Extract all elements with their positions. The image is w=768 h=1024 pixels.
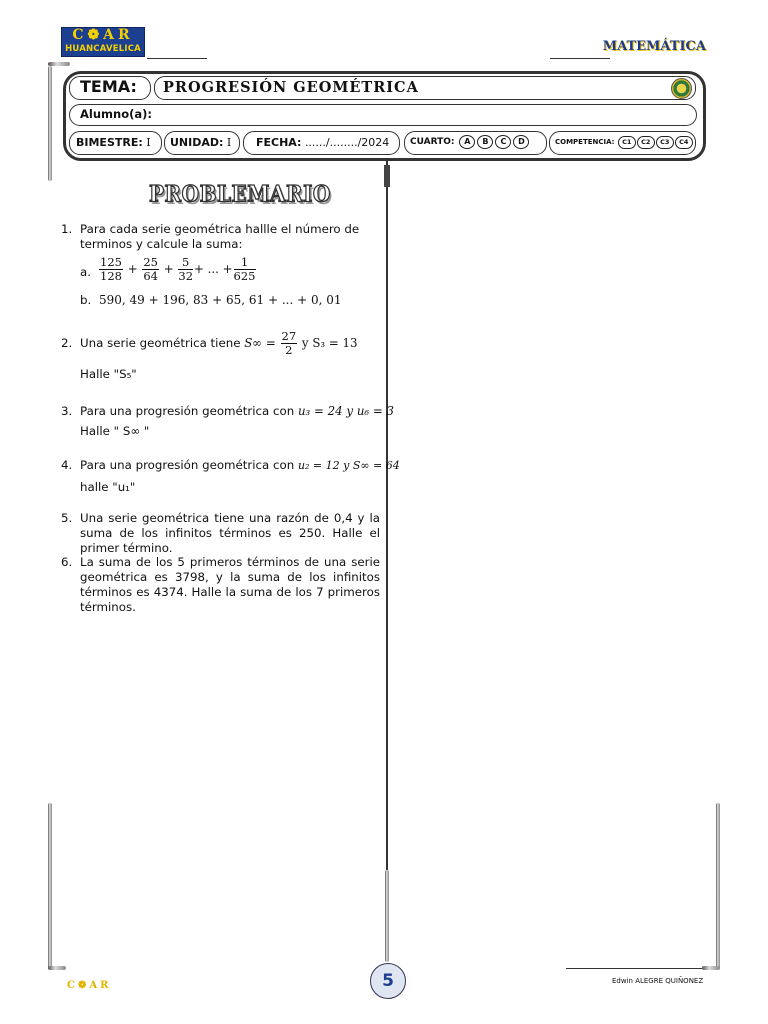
frac-27-2: $\frac{27}{2}$ [281, 329, 297, 357]
series-dots: + ... + [194, 262, 233, 276]
problem-4-number: 4. [61, 458, 73, 472]
bimestre-label: BIMESTRE: [76, 136, 143, 149]
left-pipe-corner [48, 62, 70, 66]
problemario-title: PROBLEMARIO [149, 180, 331, 208]
alumno-field[interactable] [69, 104, 697, 126]
bottom-rule [566, 968, 702, 969]
cuarto-field [404, 131, 547, 155]
problem-1b [61, 293, 381, 309]
problem-3 [61, 404, 395, 438]
problem-2-statement: Una serie geométrica tiene S∞ = $\frac{27}{2}$ y S₃ = 13 [80, 329, 358, 357]
left-pipe-bottom [48, 803, 52, 968]
problem-4 [61, 458, 400, 494]
tema-value: PROGRESIÓN GEOMÉTRICA [154, 76, 696, 100]
competencia-option-c3[interactable]: C3 [656, 136, 674, 149]
problem-2-rest: y S₃ = 13 [301, 336, 358, 350]
problem-2 [61, 330, 381, 385]
fecha-value: ....../......../2024 [304, 136, 390, 149]
bimestre-field[interactable] [69, 131, 162, 155]
frac-1: $\frac{125}{128}$ [100, 255, 122, 283]
unidad-field[interactable] [164, 131, 240, 155]
problem-3-number: 3. [61, 404, 73, 418]
subject-title: MATEMÁTICA [602, 39, 706, 54]
cuarto-option-c[interactable]: C [495, 135, 511, 149]
competencia-option-c2[interactable]: C2 [637, 136, 655, 149]
problem-1a [61, 256, 381, 288]
fecha-field[interactable] [243, 131, 400, 155]
problem-6-text: La suma de los 5 primeros términos de una serie geométrica es 3798, y la suma de los infinitos términos es 4374. Halle la suma de los 7 primeros términos. [80, 555, 380, 614]
frac-4: $\frac{1}{625}$ [233, 255, 256, 283]
left-pipe-top [48, 66, 52, 181]
footer-logo: C❁AR [67, 980, 112, 991]
school-seal-icon [671, 78, 692, 99]
logo-top-text: C❁AR [72, 27, 134, 43]
coar-logo [61, 27, 145, 57]
logo-subtitle: HUANCAVELICA [65, 44, 141, 54]
problem-4-statement: Para una progresión geométrica con u₂ = 12 y S∞ = 64 [80, 458, 400, 472]
unidad-label: UNIDAD: [170, 136, 224, 149]
right-pipe-bottom [716, 803, 720, 968]
tema-label: TEMA: [69, 76, 151, 100]
problem-1b-label: b. [80, 293, 92, 307]
problem-6 [61, 555, 381, 614]
problem-2-ask: Halle "S₅" [80, 367, 137, 381]
bimestre-value: I [146, 136, 151, 149]
cuarto-option-a[interactable]: A [459, 135, 475, 149]
competencia-label: COMPETENCIA: [555, 138, 615, 146]
cuarto-option-d[interactable]: D [513, 135, 529, 149]
school-emblem-icon: 5 [370, 963, 406, 999]
problem-5-text: Una serie geométrica tiene una razón de 0,4 y la suma de los infinitos términos es 250. Halle el primer término. [80, 511, 380, 555]
s-infinity: S∞ = [244, 336, 276, 350]
problem-3-statement: Para una progresión geométrica con u₃ = 24 y u₆ = 3 [80, 404, 395, 418]
competencia-option-c4[interactable]: C4 [675, 136, 693, 149]
top-rule-right [550, 58, 610, 59]
unidad-value: I [226, 136, 232, 149]
cuarto-label: CUARTO: [410, 137, 455, 147]
frac-3: $\frac{5}{32}$ [178, 255, 194, 283]
frac-2: $\frac{25}{64}$ [143, 255, 158, 283]
column-divider [386, 161, 388, 951]
problem-1b-series: 590, 49 + 196, 83 + 65, 61 + ... + 0, 01 [99, 293, 342, 307]
competencia-option-c1[interactable]: C1 [618, 136, 636, 149]
cuarto-option-b[interactable]: B [477, 135, 493, 149]
problem-1a-label: a. [80, 265, 91, 279]
author-name: Edwin ALEGRE QUIÑONEZ [612, 977, 704, 985]
problem-1-text: Para cada serie geométrica hallle el número de terminos y calcule la suma: [80, 222, 360, 251]
problem-1a-series: $\frac{125}{128}$ + $\frac{25}{64}$ + $\frac{5}{32}$ + ... + $\frac{1}{625}$ [100, 255, 256, 283]
problem-1-number: 1. [61, 222, 73, 236]
problem-5 [61, 511, 381, 557]
fecha-label: FECHA: [256, 136, 302, 149]
center-pipe-bottom [385, 870, 389, 962]
competencia-field [549, 131, 696, 155]
top-rule-left [147, 58, 207, 59]
alumno-label: Alumno(a): [80, 107, 152, 121]
problem-6-number: 6. [61, 555, 73, 569]
left-pipe-bottom-corner [48, 966, 66, 970]
problem-2-number: 2. [61, 336, 73, 350]
problem-3-ask: Halle " S∞ " [80, 424, 150, 438]
problem-4-ask: halle "u₁" [80, 480, 136, 494]
problem-5-number: 5. [61, 511, 73, 525]
column-divider-top [384, 165, 390, 187]
right-pipe-bottom-corner [702, 966, 720, 970]
